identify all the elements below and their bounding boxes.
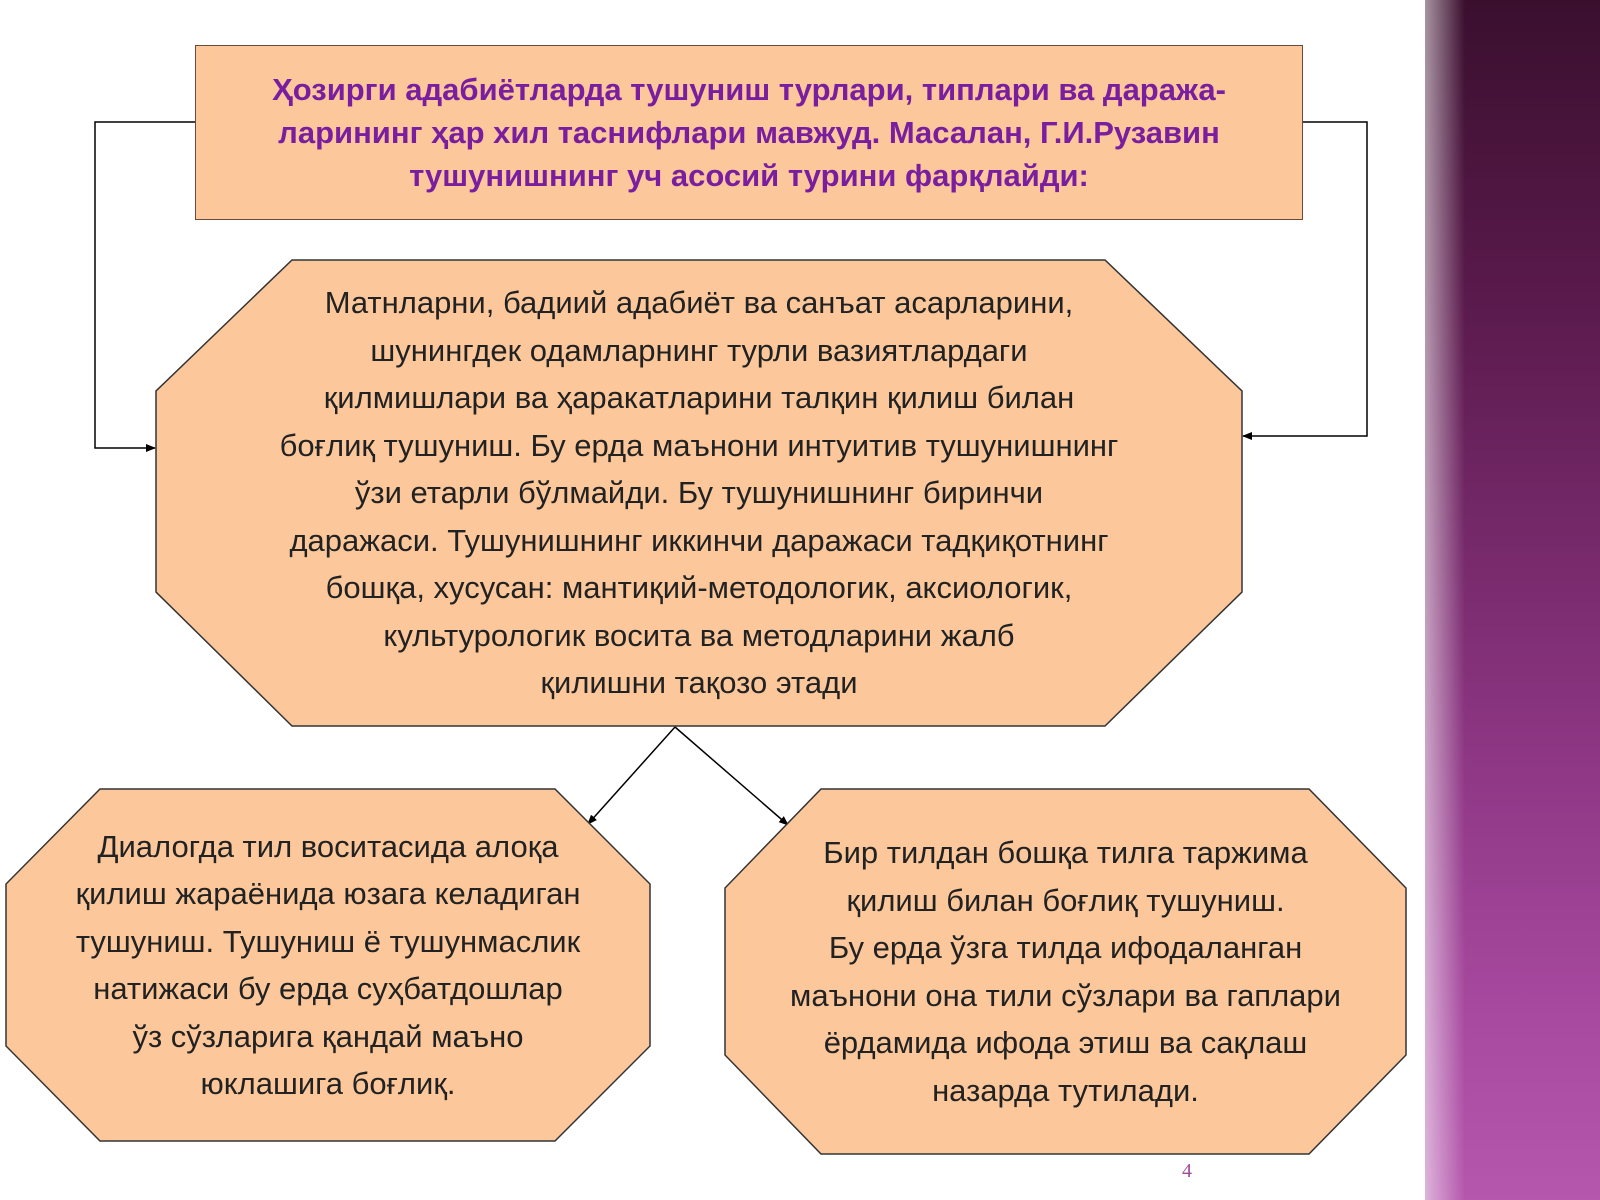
right-octagon [724,788,1407,1155]
header-box [195,45,1303,220]
center-box-text: Матнларни, бадиий адабиёт ва санъат асарларини, шунингдек одамларнинг турли вазиятлардаги қилмишлари ва ҳаракатларини талқин қилиш билан боғлиқ тушуниш. Бу ерда маънони интуитив тушунишнинг ўзи етарли бўлмайди. Бу тушунишнинг биринчи даражаси. Тушунишнинг иккинчи даражаси тадқиқотнинг бошқа, хусусан: мантиқий-методологик, аксиологик, культурологик восита ва методларини жалб қилишни тақозо этади [279,285,1119,701]
right-box-text: Бир тилдан бошқа тилга таржима қилиш билан боғлиқ тушуниш. Бу ерда ўзга тилда ифодаланган маънони она тили сўзлари ва гаплари ёрдамида ифода этиш ва сақлаш назарда тутилади. [790,835,1341,1108]
left-octagon [5,788,651,1142]
left-box-text: Диалогда тил воситасида алоқа қилиш жараёнида юзага келадиган тушуниш. Тушуниш ё тушунмаслик натижаси бу ерда суҳбатдошлар ўз сўзларига қандай маъно юклашига боғлиқ. [75,828,581,1101]
page-number: 4 [1182,1160,1192,1182]
center-octagon [155,259,1243,727]
header-text: Ҳозирги адабиётларда тушуниш турлари, типлари ва даража- ларининг ҳар хил таснифлари мавжуд. Масалан, Г.И.Рузавин тушунишнинг уч асосий турини фарқлайди: [272,72,1226,193]
